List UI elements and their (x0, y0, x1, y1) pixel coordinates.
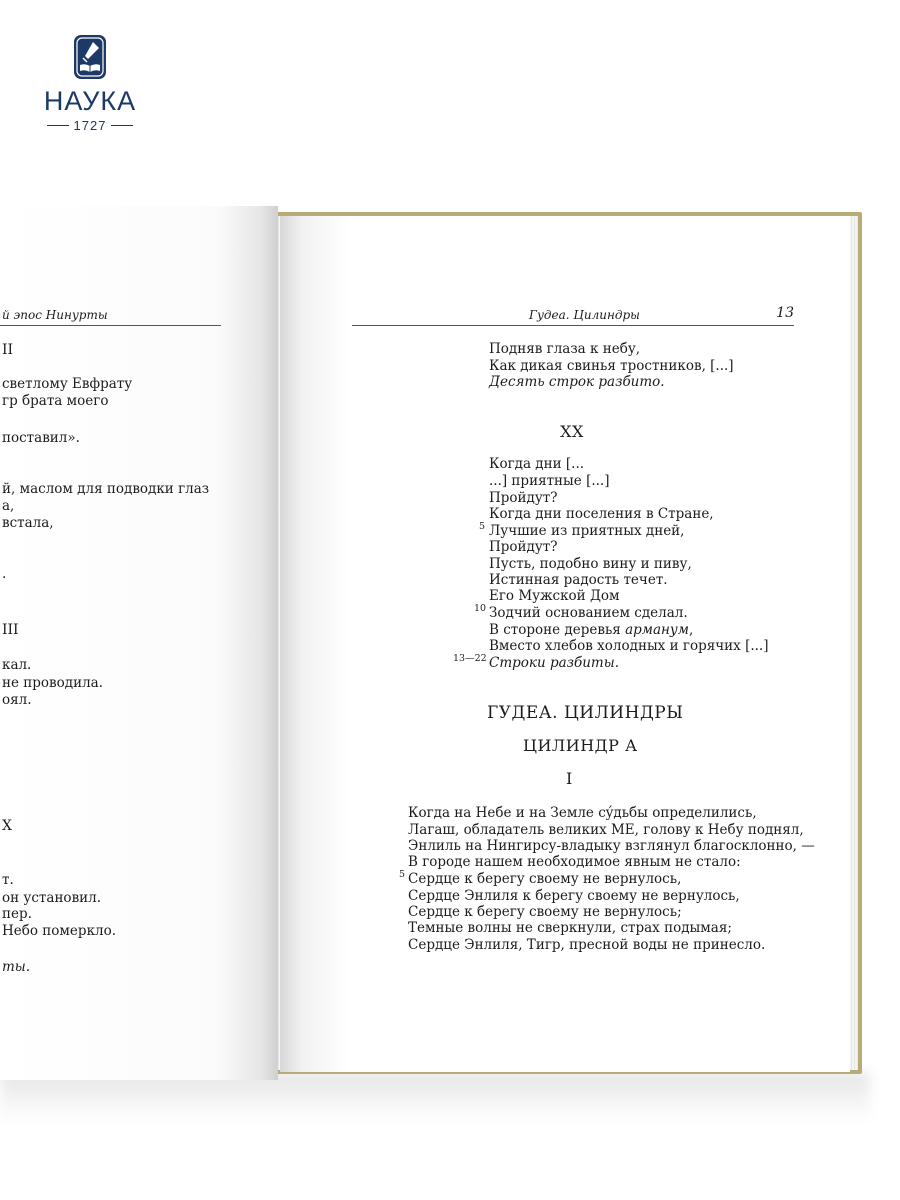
right-running-head (352, 307, 794, 326)
verse-text: В стороне деревья (489, 622, 626, 638)
verse-line: Сердце к берегу своему не вернулось, (408, 871, 682, 887)
right-page (280, 216, 850, 1072)
left-fragment: т. (2, 872, 14, 888)
verse-line: Подняв глаза к небу, (489, 341, 641, 357)
left-fragment: Небо померкло. (2, 923, 116, 939)
verse-line: Пройдут? (489, 490, 558, 506)
verse-line: Сердце Энлиля к берегу своему не вернулось, (408, 888, 740, 904)
left-running-head-title: й эпос Нинурты (2, 308, 108, 322)
left-fragment: встала, (2, 515, 54, 531)
verse-line: Лагаш, обладатель великих МЕ, голову к Небу поднял, (408, 822, 804, 838)
line-number: 5 (399, 869, 406, 880)
left-fragment: гр брата моего (2, 393, 109, 409)
verse-note: Строки разбиты. (489, 655, 620, 671)
section-heading-i: I (566, 769, 573, 788)
left-fragment: . (2, 566, 7, 582)
verse-line: ...] приятные [...] (489, 473, 610, 489)
verse-line: Темные волны не сверкнули, страх подымая; (408, 920, 732, 936)
verse-note: Десять строк разбито. (489, 374, 665, 390)
publisher-year: 1727 (73, 118, 107, 133)
left-fragment: II (2, 342, 14, 358)
verse-term-armanum: арманум (625, 622, 689, 638)
left-fragment: й, маслом для подводки глаз (2, 481, 210, 497)
right-running-head-title: Гудеа. Цилиндры (529, 308, 640, 322)
line-number: 10 (474, 603, 487, 614)
verse-line: Сердце Энлиля, Тигр, пресной воды не принесло. (408, 937, 766, 953)
verse-line: Сердце к берегу своему не вернулось; (408, 904, 682, 920)
left-fragment: он установил. (2, 890, 102, 906)
left-fragment: оял. (2, 692, 32, 708)
year-rule-left (47, 125, 69, 126)
verse-line: Как дикая свинья тростников, [...] (489, 358, 734, 374)
left-fragment: III (2, 622, 19, 638)
chapter-subtitle: ЦИЛИНДР А (523, 736, 638, 755)
verse-line: Истинная радость течет. (489, 572, 668, 588)
left-fragment: не проводила. (2, 675, 103, 691)
publisher-year-row (40, 118, 140, 133)
verse-line: Пусть, подобно вину и пиву, (489, 556, 692, 572)
publisher-name: НАУКА (43, 86, 137, 116)
verse-line (489, 622, 693, 638)
verse-line: Энлиль на Нингирсу-владыку взглянул благосклонно, — (408, 838, 815, 854)
line-number: 13—22 (453, 653, 487, 664)
page-number: 13 (776, 305, 794, 321)
left-fragment: пер. (2, 906, 32, 922)
line-number: 5 (479, 521, 486, 532)
left-page (0, 206, 278, 1080)
year-rule-right (111, 125, 133, 126)
section-heading-xx: XX (560, 422, 584, 441)
verse-punct: , (688, 622, 694, 638)
left-fragment: X (2, 818, 12, 834)
verse-line: Когда дни [... (489, 456, 585, 472)
verse-line: В городе нашем необходимое явным не стало: (408, 854, 741, 870)
verse-line: Вместо хлебов холодных и горячих [...] (489, 638, 769, 654)
left-fragment: поставил». (2, 430, 80, 446)
left-fragment: ты. (2, 959, 31, 975)
verse-line: Пройдут? (489, 539, 558, 555)
verse-line: Лучшие из приятных дней, (489, 523, 685, 539)
verse-line: Его Мужской Дом (489, 588, 620, 604)
left-fragment: светлому Евфрату (2, 376, 133, 392)
verse-line: Когда дни поселения в Стране, (489, 506, 714, 522)
left-fragment: а, (2, 498, 15, 514)
verse-line: Зодчий основанием сделал. (489, 605, 688, 621)
verse-line: Когда на Небе и на Земле сýдьбы определились, (408, 805, 757, 821)
left-fragment: кал. (2, 657, 32, 673)
left-running-head (0, 307, 221, 326)
publisher-logo (40, 34, 140, 133)
chapter-title: ГУДЕА. ЦИЛИНДРЫ (487, 703, 684, 723)
publisher-emblem-icon (73, 34, 107, 80)
